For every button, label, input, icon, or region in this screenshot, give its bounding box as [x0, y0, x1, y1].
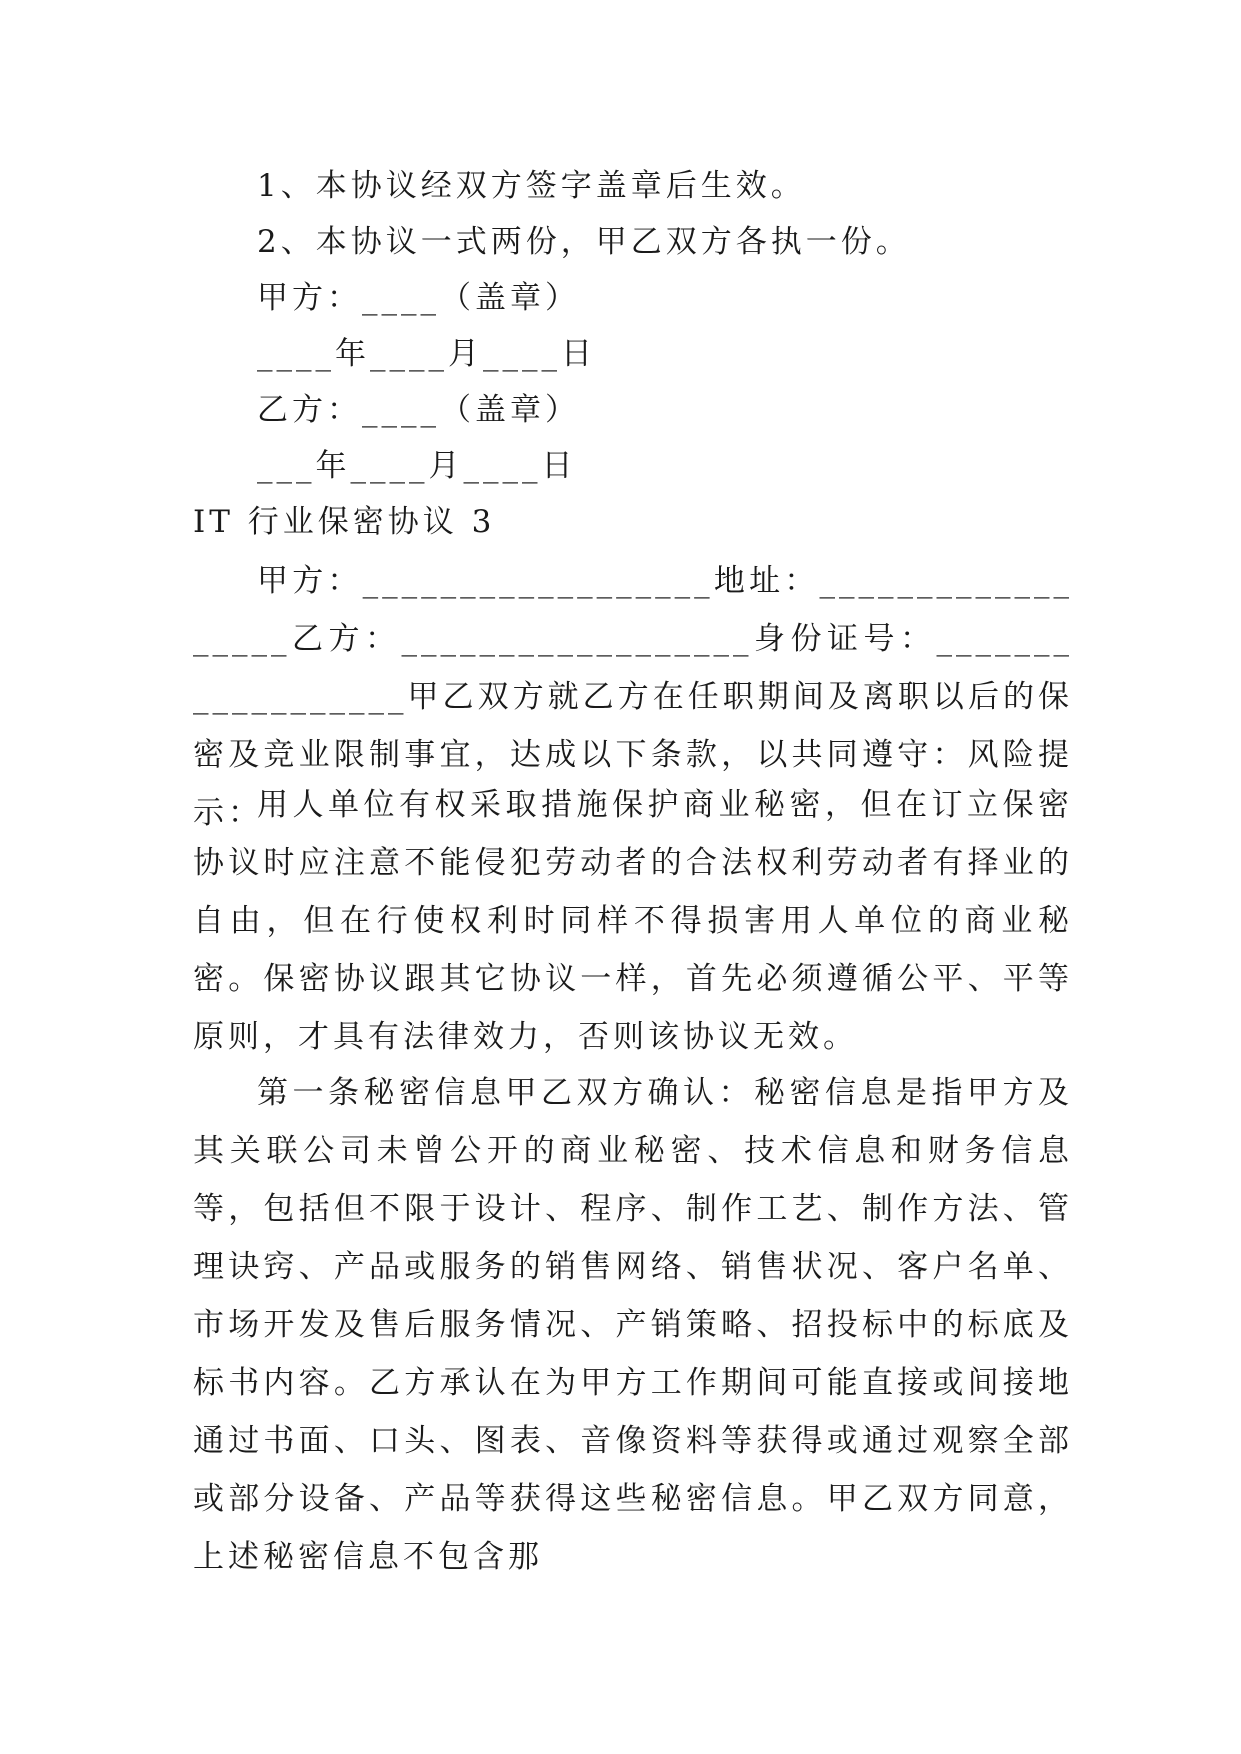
party-a-signature: 甲方：____（盖章） [257, 280, 580, 316]
party-a-date: ____年____月____日 [257, 336, 596, 372]
clause-2: 2、本协议一式两份，甲乙双方各执一份。 [257, 224, 911, 260]
article-one-paragraph: 第一条秘密信息甲乙双方确认：秘密信息是指甲方及其关联公司未曾公开的商业秘密、技术信息和财务信息等，包括但不限于设计、程序、制作工艺、制作方法、管理诀窍、产品或服务的销售网络、销售状况、客户名单、市场开发及售后服务情况、产销策略、招投标中的标底及标书内容。乙方承认在为甲方工作期间可能直接或间接地通过书面、口头、图表、音像资料等获得或通过观察全部或部分设备、产品等获得这些秘密信息。甲乙双方同意，上述秘密信息不包含那 [193, 1075, 1073, 1575]
clause-1: 1、本协议经双方签字盖章后生效。 [257, 168, 806, 204]
intro-paragraph: 甲方：__________________地址：__________________乙方：__________________身份证号：__________________甲乙双方就乙方在任职期间及离职以后的保密及竞业限制事宜，达成以下条款，以共同遵守：风险提示： [193, 563, 1073, 831]
party-b-signature: 乙方：____（盖章） [257, 392, 580, 428]
party-b-date: ___年____月____日 [257, 448, 577, 484]
risk-note-paragraph: 用人单位有权采取措施保护商业秘密，但在订立保密协议时应注意不能侵犯劳动者的合法权利劳动者有择业的自由，但在行使权利时同样不得损害用人单位的商业秘密。保密协议跟其它协议一样，首先必须遵循公平、平等原则，才具有法律效力，否则该协议无效。 [193, 787, 1073, 1055]
section-title: IT 行业保密协议 3 [193, 504, 496, 540]
